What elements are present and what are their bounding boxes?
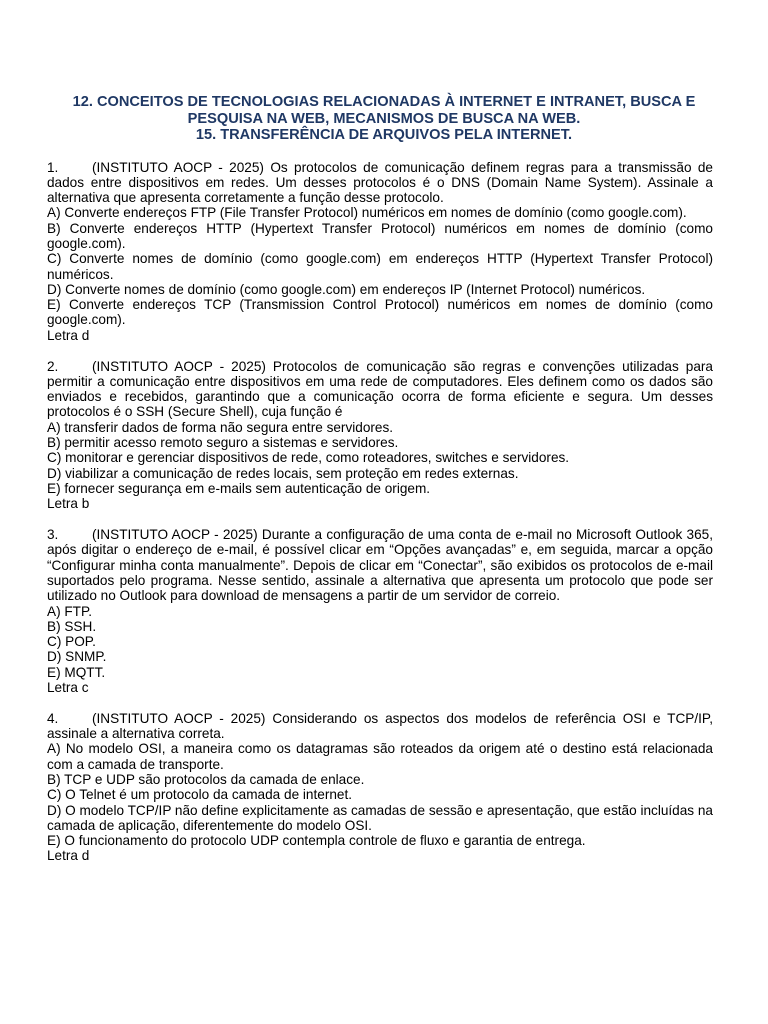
option-c: C) Converte nomes de domínio (como google.com) em endereços HTTP (Hypertext Transfer Protocol) numéricos.	[47, 251, 713, 282]
question-number: 4.	[47, 710, 59, 726]
question-3	[47, 527, 713, 695]
question-stem	[47, 359, 713, 420]
question-text: (INSTITUTO AOCP - 2025) Os protocolos de comunicação definem regras para a transmissão de dados entre dispositivos em redes. Um desses protocolos é o DNS (Domain Name System). Assinale a alternativa que apresenta corretamente a função desse protocolo.	[47, 159, 713, 206]
option-c: C) POP.	[47, 634, 96, 650]
answer-key: Letra d	[47, 327, 90, 343]
section-header	[47, 94, 721, 144]
question-number: 3.	[47, 527, 59, 543]
question-list	[47, 160, 713, 864]
question-stem	[47, 711, 713, 742]
option-a: A) Converte endereços FTP (File Transfer Protocol) numéricos em nomes de domínio (como google.com).	[47, 205, 687, 221]
question-number: 2.	[47, 358, 59, 374]
question-number: 1.	[47, 159, 59, 175]
option-b: B) TCP e UDP são protocolos da camada de enlace.	[47, 771, 365, 787]
option-c: C) O Telnet é um protocolo da camada de internet.	[47, 787, 353, 803]
answer-key: Letra d	[47, 848, 90, 864]
option-d: D) Converte nomes de domínio (como google.com) em endereços IP (Internet Protocol) numéricos.	[47, 281, 646, 297]
question-4	[47, 711, 713, 864]
question-text: (INSTITUTO AOCP - 2025) Durante a configuração de uma conta de e-mail no Microsoft Outlook 365, após digitar o endereço de e-mail, é possível clicar em “Opções avançadas” e, em seguida, marcar a opção “Configurar minha conta manualmente”. Depois de clicar em “Conectar”, são exibidos os protocolos de e-mail suportados pelo programa. Nesse sentido, assinale a alternativa que apresenta um protocolo que pode ser utilizado no Outlook para download de mensagens a partir de um servidor de correio.	[47, 527, 713, 604]
question-stem	[47, 160, 713, 206]
option-d: D) O modelo TCP/IP não define explicitamente as camadas de sessão e apresentação, que estão incluídas na camada de aplicação, diferentemente do modelo OSI.	[47, 802, 713, 833]
question-text: (INSTITUTO AOCP - 2025) Protocolos de comunicação são regras e convenções utilizadas para permitir a comunicação entre dispositivos em uma rede de computadores. Eles definem como os dados são enviados e recebidos, garantindo que a comunicação ocorra de forma eficiente e segura. Um desses protocolos é o SSH (Secure Shell), cuja função é	[47, 358, 713, 420]
option-d: D) viabilizar a comunicação de redes locais, sem proteção em redes externas.	[47, 465, 519, 481]
question-1	[47, 160, 713, 344]
question-text: (INSTITUTO AOCP - 2025) Considerando os aspectos dos modelos de referência OSI e TCP/IP, assinale a alternativa correta.	[47, 710, 713, 742]
header-line-2: PESQUISA NA WEB, MECANISMOS DE BUSCA NA WEB.	[187, 110, 581, 127]
option-e: E) Converte endereços TCP (Transmission Control Protocol) numéricos em nomes de domínio (como google.com).	[47, 297, 713, 328]
question-2	[47, 359, 713, 512]
option-a: A) No modelo OSI, a maneira como os datagramas são roteados da origem até o destino está relacionada com a camada de transporte.	[47, 741, 713, 772]
option-list	[47, 741, 713, 848]
answer-key: Letra b	[47, 496, 90, 512]
answer-key: Letra c	[47, 680, 89, 695]
option-list	[47, 604, 713, 680]
option-b: B) SSH.	[47, 618, 97, 634]
option-list	[47, 205, 713, 327]
option-a: A) FTP.	[47, 603, 93, 619]
option-c: C) monitorar e gerenciar dispositivos de rede, como roteadores, switches e servidores.	[47, 450, 570, 466]
option-list	[47, 420, 713, 496]
header-line-1: 12. CONCEITOS DE TECNOLOGIAS RELACIONADAS À INTERNET E INTRANET, BUSCA E	[72, 94, 696, 110]
option-b: B) permitir acesso remoto seguro a sistemas e servidores.	[47, 435, 399, 451]
option-b: B) Converte endereços HTTP (Hypertext Transfer Protocol) numéricos em nomes de domínio (como google.com).	[47, 220, 713, 251]
option-e: E) MQTT.	[47, 664, 106, 680]
header-line-3: 15. TRANSFERÊNCIA DE ARQUIVOS PELA INTERNET.	[195, 127, 573, 143]
option-a: A) transferir dados de forma não segura entre servidores.	[47, 419, 394, 435]
option-e: E) fornecer segurança em e-mails sem autenticação de origem.	[47, 480, 431, 496]
question-stem	[47, 527, 713, 603]
option-e: E) O funcionamento do protocolo UDP contempla controle de fluxo e garantia de entrega.	[47, 833, 586, 849]
option-d: D) SNMP.	[47, 649, 107, 665]
